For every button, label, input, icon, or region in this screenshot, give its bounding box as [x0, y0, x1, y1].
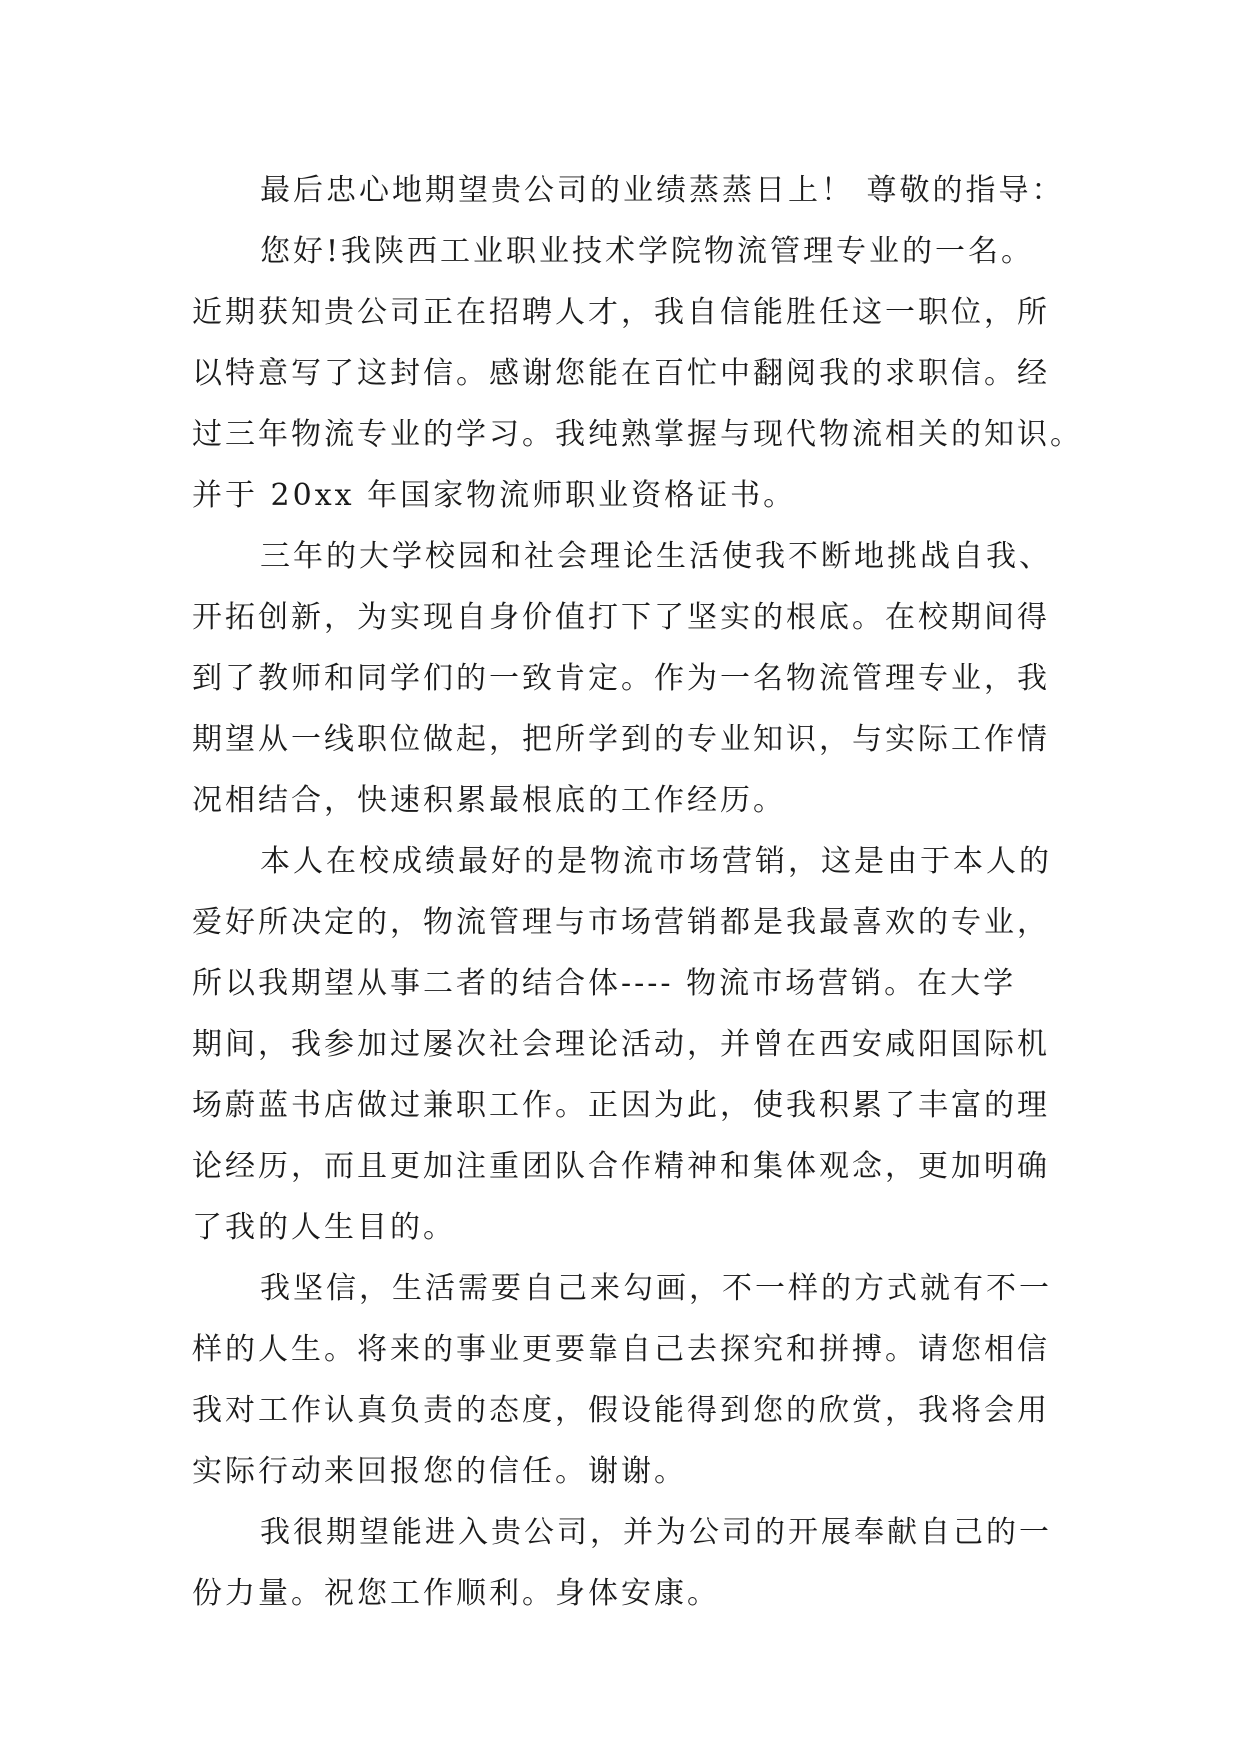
text-line: 份力量。祝您工作顺利。身体安康。 — [192, 1576, 720, 1611]
text-line: 我坚信，生活需要自己来勾画，不一样的方式就有不一 — [260, 1271, 1052, 1306]
text-line: 到了教师和同学们的一致肯定。作为一名物流管理专业，我 — [192, 661, 1050, 696]
text-line: 以特意写了这封信。感谢您能在百忙中翻阅我的求职信。经 — [192, 356, 1050, 391]
text-line: 期望从一线职位做起，把所学到的专业知识，与实际工作情 — [192, 722, 1050, 757]
text-line: 了我的人生目的。 — [192, 1210, 456, 1245]
text-line: 爱好所决定的，物流管理与市场营销都是我最喜欢的专业， — [192, 905, 1050, 940]
letter-body — [192, 160, 1083, 1624]
text-line: 期间，我参加过屡次社会理论活动，并曾在西安咸阳国际机 — [192, 1027, 1050, 1062]
text-line: 所以我期望从事二者的结合体---- 物流市场营销。在大学 — [192, 966, 1017, 1001]
text-line: 开拓创新，为实现自身价值打下了坚实的根底。在校期间得 — [192, 600, 1050, 635]
text-line: 况相结合，快速积累最根底的工作经历。 — [192, 783, 786, 818]
text-line: 本人在校成绩最好的是物流市场营销，这是由于本人的 — [260, 844, 1052, 879]
text-line: 场蔚蓝书店做过兼职工作。正因为此，使我积累了丰富的理 — [192, 1088, 1050, 1123]
text-line: 我很期望能进入贵公司，并为公司的开展奉献自己的一 — [260, 1515, 1052, 1550]
text-line: 过三年物流专业的学习。我纯熟掌握与现代物流相关的知识。 — [192, 417, 1083, 452]
text-line: 您好!我陕西工业职业技术学院物流管理专业的一名。 — [260, 234, 1035, 269]
text-line: 样的人生。将来的事业更要靠自己去探究和拼搏。请您相信 — [192, 1332, 1050, 1367]
text-line: 实际行动来回报您的信任。谢谢。 — [192, 1454, 687, 1489]
text-line: 三年的大学校园和社会理论生活使我不断地挑战自我、 — [260, 539, 1052, 574]
text-line: 近期获知贵公司正在招聘人才，我自信能胜任这一职位，所 — [192, 295, 1050, 330]
text-line: 我对工作认真负责的态度，假设能得到您的欣赏，我将会用 — [192, 1393, 1050, 1428]
text-line: 并于 20xx 年国家物流师职业资格证书。 — [192, 478, 797, 513]
text-line: 最后忠心地期望贵公司的业绩蒸蒸日上！ 尊敬的指导： — [260, 173, 1065, 208]
text-line: 论经历，而且更加注重团队合作精神和集体观念，更加明确 — [192, 1149, 1050, 1184]
